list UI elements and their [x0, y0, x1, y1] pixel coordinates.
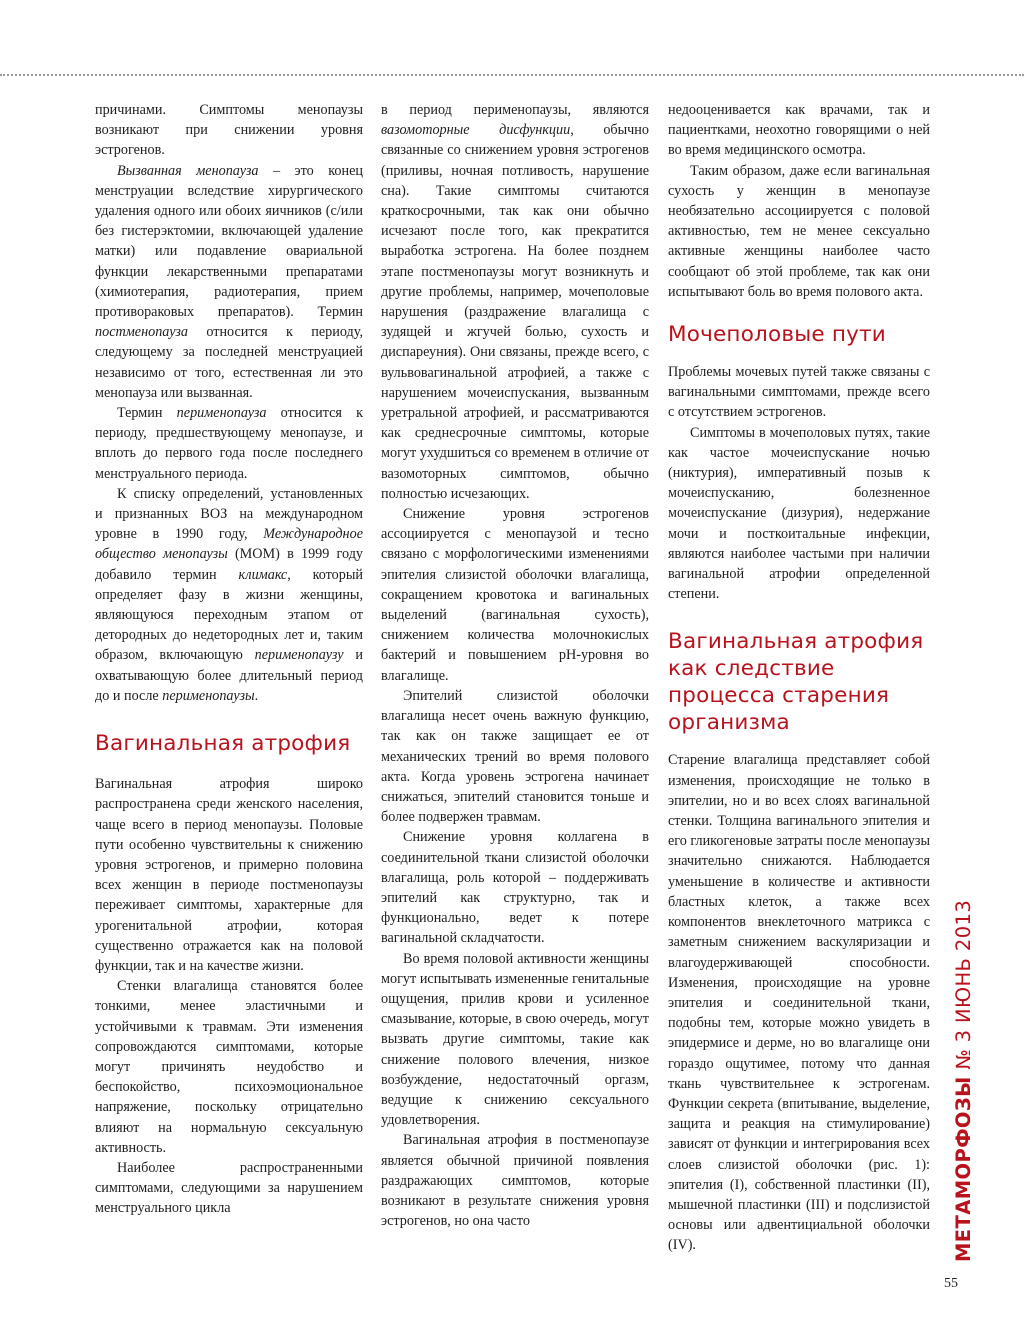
- text-run: – это конец менструации вследствие хирургического удаления одного или обоих яичников (с/или без гистерэктомии, включающей удаление матки) или подавление овариальной функции лекарственными препаратами (химиотерапия, радиотерапия, прием противораковых препаратов). Термин: [95, 162, 363, 321]
- top-dotted-rule: [0, 74, 1024, 76]
- paragraph: Во время половой активности женщины могут испытывать измененные генитальные ощущения, прилив крови и усиленное смазывание, которые, в свою очередь, могут вызвать другие симптомы, такие как снижение полового влечения, низкое возбуждение, недостаточный оргазм, ведущие к снижению сексуального удовлетворения.: [381, 950, 649, 1129]
- paragraph: Эпителий слизистой оболочки влагалища несет очень важную функцию, так как он также защищает ее от механических трений во время полового акта. Когда уровень эстрогена начинает снижаться, эпителий становится тоньше и более подвержен травмам.: [381, 687, 649, 826]
- journal-running-title: [952, 900, 975, 1262]
- term-italic: перименопауза: [176, 405, 267, 422]
- text-run: .: [254, 687, 259, 704]
- paragraph: [381, 100, 649, 504]
- paragraph: Проблемы мочевых путей также связаны с вагинальными симптомами, прежде всего с отсутствием эстрогенов.: [668, 364, 930, 421]
- paragraph: [95, 161, 363, 403]
- heading-line: как следствие: [668, 656, 835, 682]
- section-heading: [668, 628, 930, 736]
- term-italic: постменопауза: [95, 324, 188, 341]
- text-column-2: [381, 100, 649, 1231]
- paragraph: Вагинальная атрофия в постменопаузе является обычной причиной появления раздражающих симптомов, которые возникают в результате снижения уровня эстрогенов, но она часто: [381, 1132, 649, 1230]
- paragraph: недооценивается как врачами, так и пациентками, неохотно говорящими о ней во время медицинского осмотра.: [668, 102, 930, 159]
- text-run: (МОМ) в 1999 году добавило термин: [95, 546, 364, 583]
- paragraph: Наиболее распространенными симптомами, следующими за нарушением менструального цикла: [95, 1159, 363, 1217]
- heading-line: процесса старения: [668, 683, 890, 709]
- text-run: , обычно связанные со снижением уровня эстрогенов (приливы, ночная потливость, нарушение сна). Такие симптомы считаются краткосрочными, так как они обычно исчезают после того, как прекратится выработка эстрогена. На более позднем этапе постменопаузы могут возникнуть и другие проблемы, например, мочеполовые нарушения (раздражение влагалища с зудящей и жгучей болью, сухость и диспареуния). Они связаны, прежде всего, с вульвовагинальной атрофией, а также с нарушением мочеиспускания, вызванным уретральной атрофией, и рассматриваются как среднесрочные симптомы, которые могут ухудшиться со временем в отличие от вазомоторных симптомов, обычно полностью исчезающих.: [381, 122, 649, 502]
- section-heading: Мочеполовые пути: [668, 322, 886, 348]
- term-italic: перименопаузы: [162, 687, 255, 704]
- term-italic: Вызванная менопауза: [117, 162, 259, 179]
- term-italic: перименопаузу: [254, 647, 344, 664]
- paragraph: Таким образом, даже если вагинальная сухость у женщин в менопаузе необязательно ассоциируется с половой активностью, тем не менее сексуально активные женщины наиболее часто сообщают об этой проблеме, так как они испытывают боль во время полового акта.: [668, 162, 930, 300]
- section-heading: Вагинальная атрофия: [95, 731, 351, 757]
- text-run: , который определяет фазу в жизни женщины, являющуюся переходным этапом от детородных до недетородных лет и, таким образом, включающую: [95, 566, 363, 664]
- term-italic: Международное общество менопаузы: [95, 526, 363, 563]
- paragraph: Старение влагалища представляет собой изменения, происходящие не только в эпителии, но и во всех слоях вагинальной стенки. Толщина вагинального эпителия и его гликогеновые затраты после менопаузы значительно снижаются. Наблюдается уменьшение в количестве и активности бластных клеток, а также всех компонентов внеклеточного матрикса с заметным снижением васкуляризации и влагоудерживающей способности. Изменения, происходящие на уровне эпителия и соединительной ткани, подобны тем, которые можно увидеть в эпидермисе и дерме, но во влагалище они гораздо ощутимее, потому что данная ткань чувствительнее к эстрогенам. Функции секрета (впитывание, выделение, защита и реакция на стимулирование) зависят от функции и интегрирования всех слоев слизистой оболочки (рис. 1): эпителия (I), собственной пластинки (II), мышечной пластинки (III) и подслизистой основы или адвентициальной оболочки (IV).: [668, 752, 930, 1254]
- paragraph: Стенки влагалища становятся более тонкими, менее эластичными и устойчивыми к травмам. Эти изменения сопровождаются симптомами, которые могут причинять неудобство и беспокойство, психоэмоциональное напряжение, поскольку отрицательно влияют на нормальную сексуальную активность.: [95, 978, 363, 1156]
- paragraph: [95, 403, 363, 484]
- term-italic: вазомоторные дисфункции: [381, 122, 571, 139]
- text-run: Термин: [117, 405, 177, 422]
- paragraph: Снижение уровня эстрогенов ассоциируется с менопаузой и тесно связано с морфологическими изменениями эпителия слизистой оболочки влагалища, сокращением кровотока и вагинальных выделений (вагинальная сухость), снижением количества молочнокислых бактерий и повышением pH-уровня во влагалище.: [381, 506, 649, 684]
- page-number: 55: [944, 1276, 958, 1291]
- journal-name: МЕТАМОРФОЗЫ: [952, 1076, 975, 1262]
- term-italic: климакс: [238, 566, 288, 583]
- paragraph: причинами. Симптомы менопаузы возникают при снижении уровня эстрогенов.: [95, 102, 363, 159]
- text-column-1: [95, 100, 363, 1219]
- text-run: относится к периоду, следующему за последней менструацией независимо от того, естественная ли это менопауза или вызванная.: [95, 324, 363, 401]
- text-run: относится к периоду, предшествующему менопаузе, и вплоть до первого года после последнего менструального периода.: [95, 405, 363, 482]
- paragraph: Симптомы в мочеполовых путях, такие как частое мочеиспускание ночью (никтурия), императивный позыв к мочеиспусканию, болезненное мочеиспускание (дизурия), недержание мочи и посткоитальные инфекции, являются наиболее частыми при наличии вагинальной атрофии определенной степени.: [668, 424, 930, 603]
- text-column-3: [668, 100, 930, 1256]
- paragraph: Вагинальная атрофия широко распространена среди женского населения, чаще всего в период менопаузы. Половые пути особенно чувствительны к снижению уровня эстрогенов, и примерно половина всех женщин в периоде постменопаузы переживает симптомы, характерные для урогенитальной атрофии, которая существенно отражается как на половой функции, так и на качестве жизни.: [95, 776, 363, 974]
- text-run: К списку определений, установленных и признанных ВОЗ на международном уровне в 1990 году,: [95, 485, 363, 543]
- heading-line: Вагинальная атрофия: [668, 629, 924, 655]
- text-run: в период перименопаузы, являются: [381, 102, 649, 118]
- paragraph: [95, 484, 363, 706]
- paragraph: Снижение уровня коллагена в соединительной ткани слизистой оболочки влагалища, роль которой – поддерживать эпителий как структурно, так и функционально, ведет к потере вагинальной складчатости.: [381, 829, 649, 947]
- heading-line: организма: [668, 710, 790, 736]
- journal-issue: № 3 ИЮНЬ 2013: [952, 899, 975, 1070]
- text-run: и охватывающую более длительный период до и после: [95, 647, 363, 704]
